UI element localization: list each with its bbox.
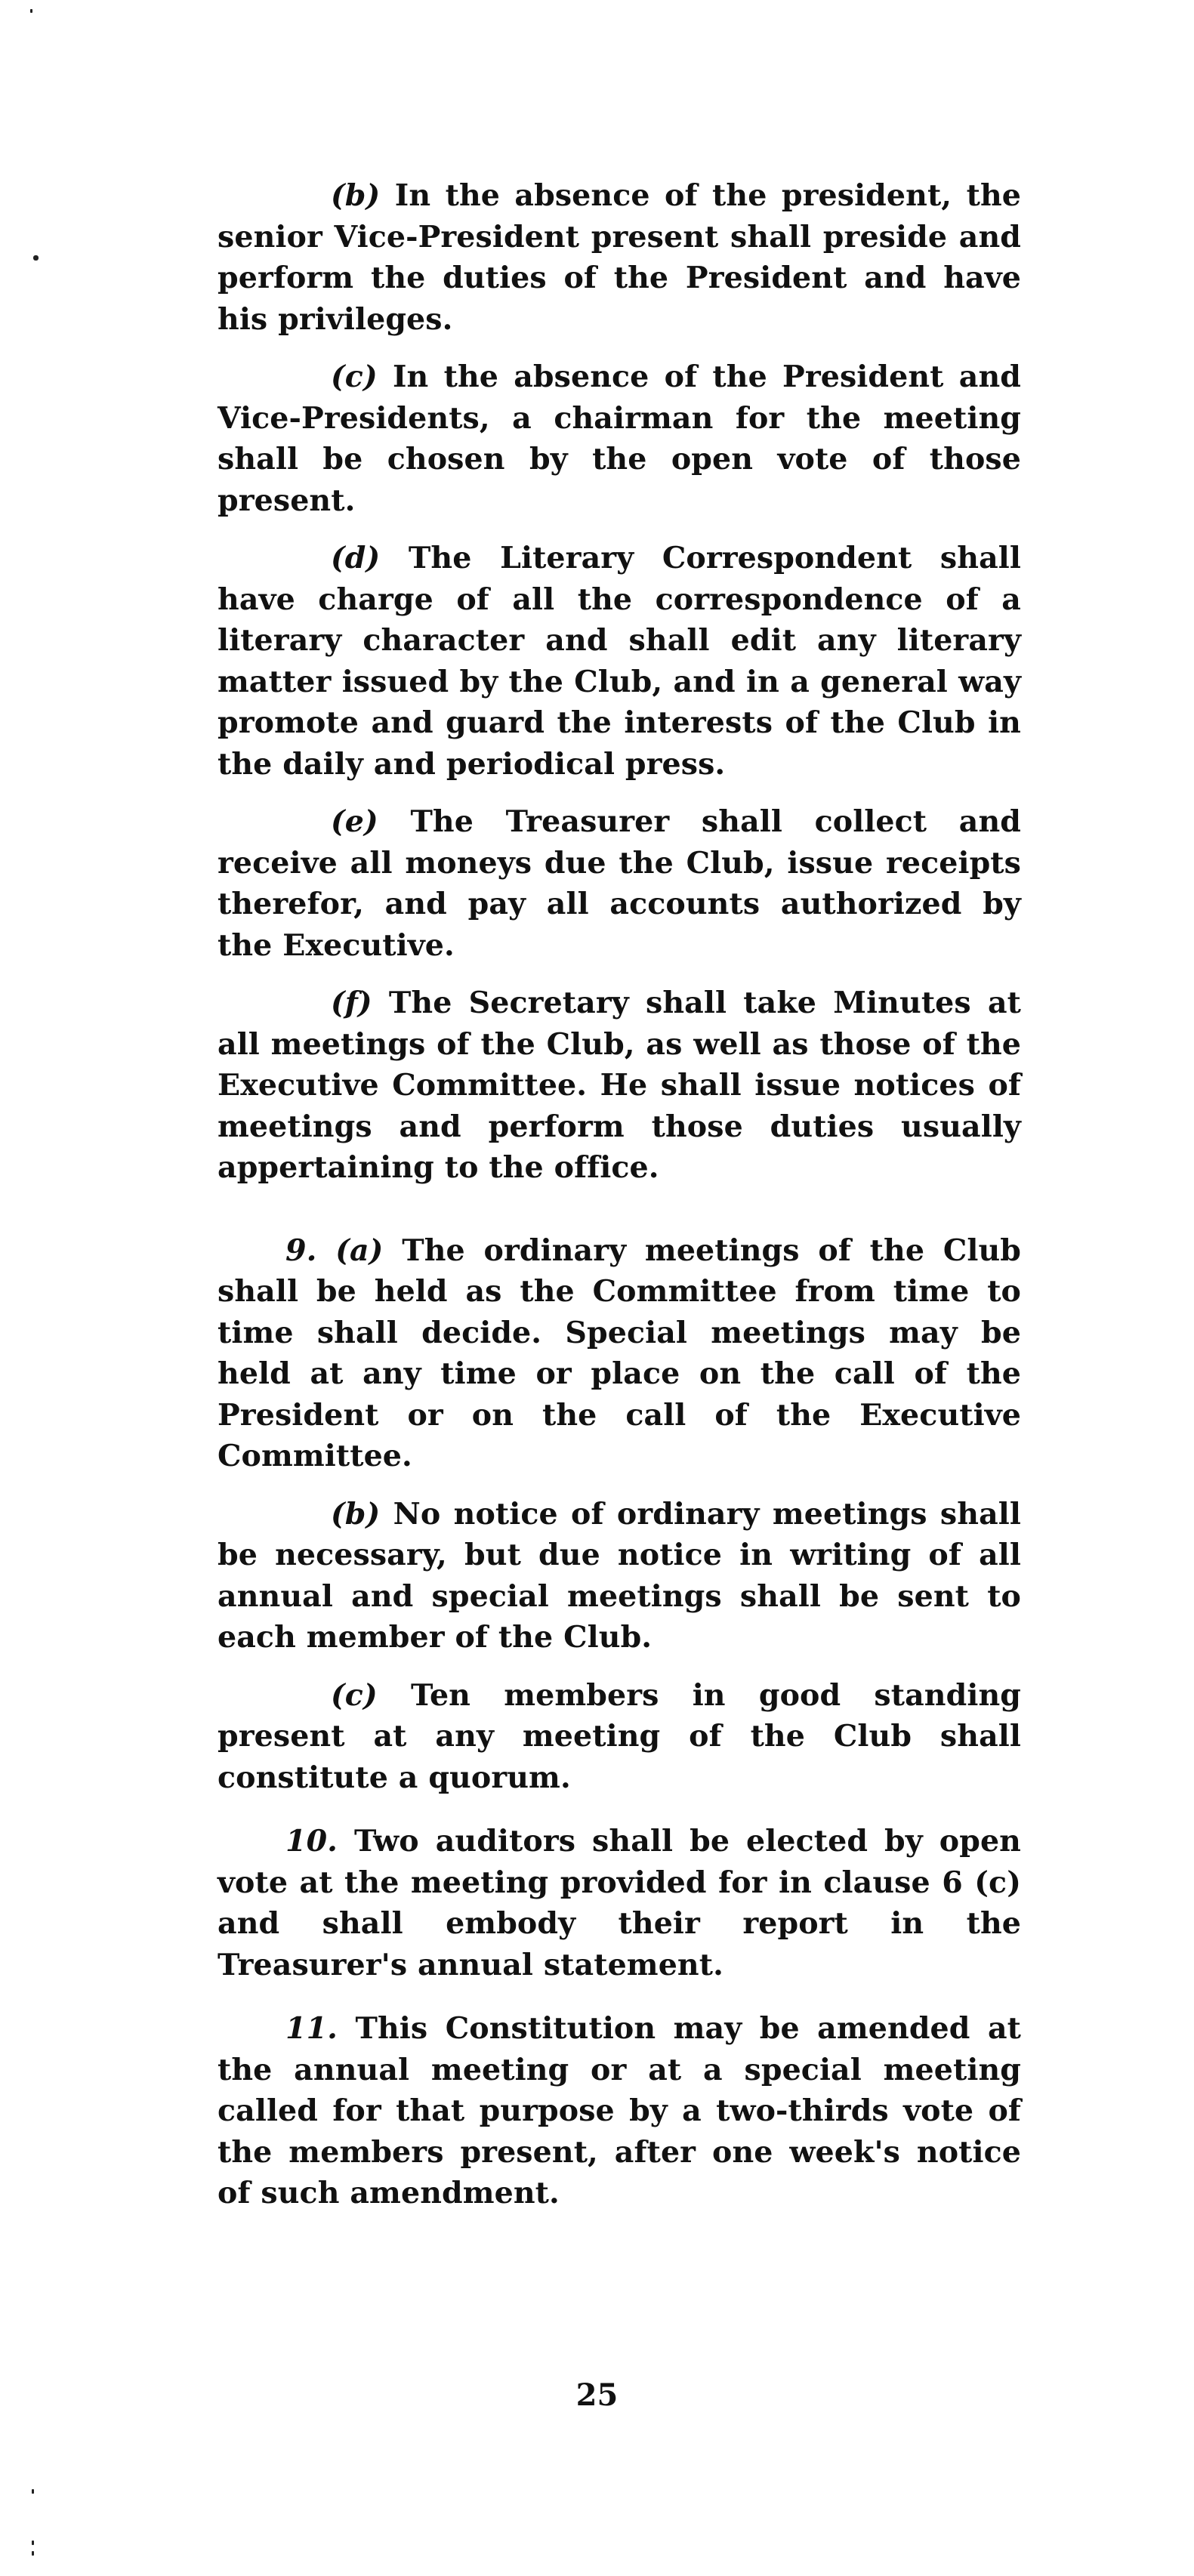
paragraph-9a [218, 1230, 1021, 1477]
paragraph-10 [218, 1821, 1021, 1985]
clause-text: In the absence of the President and Vice-Presidents, a chairman for the meeting shall be chosen by the open vote of those present. [218, 359, 1021, 518]
paragraph-11 [218, 2008, 1021, 2214]
clause-label: (c) [331, 1677, 378, 1713]
paragraph-8f [218, 983, 1021, 1189]
clause-text: The ordinary meetings of the Club shall be held as the Committee from time to time shall decide. Special meetings may be held at any time or place on the call of the President or on the call of the Executive Committee. [218, 1232, 1022, 1473]
clause-label: 10. [285, 1824, 338, 1859]
scan-speck [30, 9, 32, 13]
scan-speck [32, 2541, 34, 2545]
clause-label: (f) [331, 986, 372, 1020]
clause-label: (b) [331, 1496, 381, 1532]
clause-text: No notice of ordinary meetings shall be necessary, but due notice in writing of all annual and special meetings shall be sent to each member of the Club. [218, 1496, 1021, 1655]
clause-label: 11. [285, 2011, 338, 2046]
paragraph-9b [218, 1494, 1021, 1658]
paragraph-8d [218, 538, 1021, 785]
paragraph-8e [218, 801, 1021, 966]
clause-label: (e) [331, 804, 378, 839]
clause-label: 9. (a) [285, 1232, 384, 1268]
paragraph-8b [218, 175, 1021, 340]
paragraph-8c [218, 356, 1021, 521]
clause-text: Two auditors shall be elected by open vote at the meeting provided for in clause 6 (c) and shall embody their report in the Treasurer's annual statement. [218, 1824, 1021, 1982]
clause-text: Ten members in good standing present at any meeting of the Club shall constitute a quorum. [218, 1677, 1021, 1795]
clause-label: (c) [331, 359, 378, 394]
scan-speck [33, 255, 39, 261]
clause-text: The Literary Correspondent shall have charge of all the correspondence of a literary character and shall edit any literary matter issued by the Club, and in a general way promote and guard the interests of the Club in the daily and periodical press. [218, 541, 1021, 782]
scan-speck [32, 2489, 34, 2494]
scan-speck [32, 2551, 34, 2556]
page-number: 25 [575, 2377, 619, 2413]
constitution-text [218, 175, 1021, 2214]
paragraph-9c [218, 1675, 1021, 1799]
clause-text: The Treasurer shall collect and receive all moneys due the Club, issue receipts therefor, and pay all accounts authorized by the Executive. [218, 804, 1021, 963]
clause-text: The Secretary shall take Minutes at all meetings of the Club, as well as those of the Executive Committee. He shall issue notices of meetings and perform those duties usually appertaining to the office. [218, 986, 1021, 1185]
clause-label: (d) [331, 541, 381, 575]
clause-text: In the absence of the president, the senior Vice-President present shall preside and perform the duties of the President and have his privileges. [218, 178, 1021, 337]
clause-label: (b) [331, 178, 381, 213]
clause-text: This Constitution may be amended at the annual meeting or at a special meeting called for that purpose by a two-thirds vote of the members present, after one week's notice of such amendment. [218, 2011, 1021, 2210]
